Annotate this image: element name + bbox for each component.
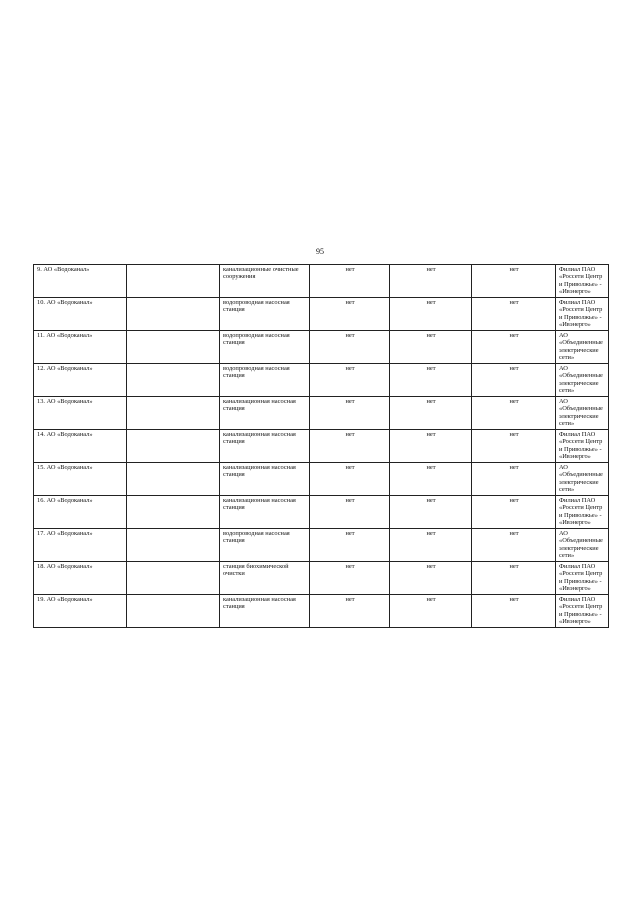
object-type-cell: канализационная насосная станция [220,496,310,529]
organization-cell: 18. АО «Водоканал» [34,562,127,595]
table-row [34,529,609,562]
value-cell: нет [472,496,556,529]
organization-cell: 13. АО «Водоканал» [34,397,127,430]
supplier-cell: АО «Объединенные электрические сети» [556,364,609,397]
empty-cell [127,298,220,331]
table-row [34,430,609,463]
empty-cell [127,265,220,298]
value-cell: нет [390,595,472,628]
page-number: 95 [316,247,324,256]
table-row [34,595,609,628]
table-row [34,463,609,496]
organization-cell: 12. АО «Водоканал» [34,364,127,397]
empty-cell [127,595,220,628]
empty-cell [127,397,220,430]
value-cell: нет [472,364,556,397]
supplier-cell: Филиал ПАО «Россети Центр и Приволжье» - «Ивэнерго» [556,496,609,529]
organization-cell: 9. АО «Водоканал» [34,265,127,298]
supplier-cell: АО «Объединенные электрические сети» [556,529,609,562]
object-type-cell: станция биохимической очистки [220,562,310,595]
organization-cell: 14. АО «Водоканал» [34,430,127,463]
value-cell: нет [310,430,390,463]
supplier-cell: Филиал ПАО «Россети Центр и Приволжье» - «Ивэнерго» [556,298,609,331]
object-type-cell: канализационная насосная станция [220,397,310,430]
object-type-cell: канализационные очистные сооружения [220,265,310,298]
empty-cell [127,331,220,364]
empty-cell [127,496,220,529]
value-cell: нет [310,397,390,430]
value-cell: нет [472,298,556,331]
table-row [34,562,609,595]
value-cell: нет [390,265,472,298]
supplier-cell: Филиал ПАО «Россети Центр и Приволжье» - «Ивэнерго» [556,595,609,628]
supplier-cell: АО «Объединенные электрические сети» [556,331,609,364]
organization-cell: 16. АО «Водоканал» [34,496,127,529]
empty-cell [127,364,220,397]
value-cell: нет [390,298,472,331]
value-cell: нет [472,562,556,595]
organization-cell: 19. АО «Водоканал» [34,595,127,628]
value-cell: нет [310,265,390,298]
supplier-cell: АО «Объединенные электрические сети» [556,397,609,430]
object-type-cell: водопроводная насосная станция [220,331,310,364]
object-type-cell: водопроводная насосная станция [220,364,310,397]
supplier-cell: АО «Объединенные электрические сети» [556,463,609,496]
object-type-cell: канализационная насосная станция [220,595,310,628]
table-row [34,397,609,430]
value-cell: нет [310,463,390,496]
value-cell: нет [390,529,472,562]
object-type-cell: канализационная насосная станция [220,463,310,496]
value-cell: нет [472,595,556,628]
value-cell: нет [390,364,472,397]
empty-cell [127,562,220,595]
value-cell: нет [472,331,556,364]
value-cell: нет [310,595,390,628]
object-type-cell: водопроводная насосная станция [220,298,310,331]
value-cell: нет [310,364,390,397]
value-cell: нет [390,397,472,430]
supplier-cell: Филиал ПАО «Россети Центр и Приволжье» - «Ивэнерго» [556,562,609,595]
value-cell: нет [472,397,556,430]
value-cell: нет [310,496,390,529]
value-cell: нет [310,562,390,595]
value-cell: нет [390,562,472,595]
empty-cell [127,463,220,496]
supplier-cell: Филиал ПАО «Россети Центр и Приволжье» - «Ивэнерго» [556,430,609,463]
value-cell: нет [390,430,472,463]
object-type-cell: канализационная насосная станция [220,430,310,463]
table-row [34,364,609,397]
empty-cell [127,430,220,463]
value-cell: нет [472,529,556,562]
table-row [34,265,609,298]
value-cell: нет [472,430,556,463]
organization-cell: 17. АО «Водоканал» [34,529,127,562]
value-cell: нет [390,463,472,496]
empty-cell [127,529,220,562]
value-cell: нет [390,496,472,529]
organization-cell: 11. АО «Водоканал» [34,331,127,364]
value-cell: нет [472,463,556,496]
value-cell: нет [310,529,390,562]
supplier-cell: Филиал ПАО «Россети Центр и Приволжье» - «Ивэнерго» [556,265,609,298]
organization-cell: 15. АО «Водоканал» [34,463,127,496]
objects-table [33,264,609,628]
organization-cell: 10. АО «Водоканал» [34,298,127,331]
value-cell: нет [310,331,390,364]
table-row [34,496,609,529]
table-row [34,331,609,364]
value-cell: нет [390,331,472,364]
object-type-cell: водопроводная насосная станция [220,529,310,562]
table-row [34,298,609,331]
value-cell: нет [472,265,556,298]
value-cell: нет [310,298,390,331]
